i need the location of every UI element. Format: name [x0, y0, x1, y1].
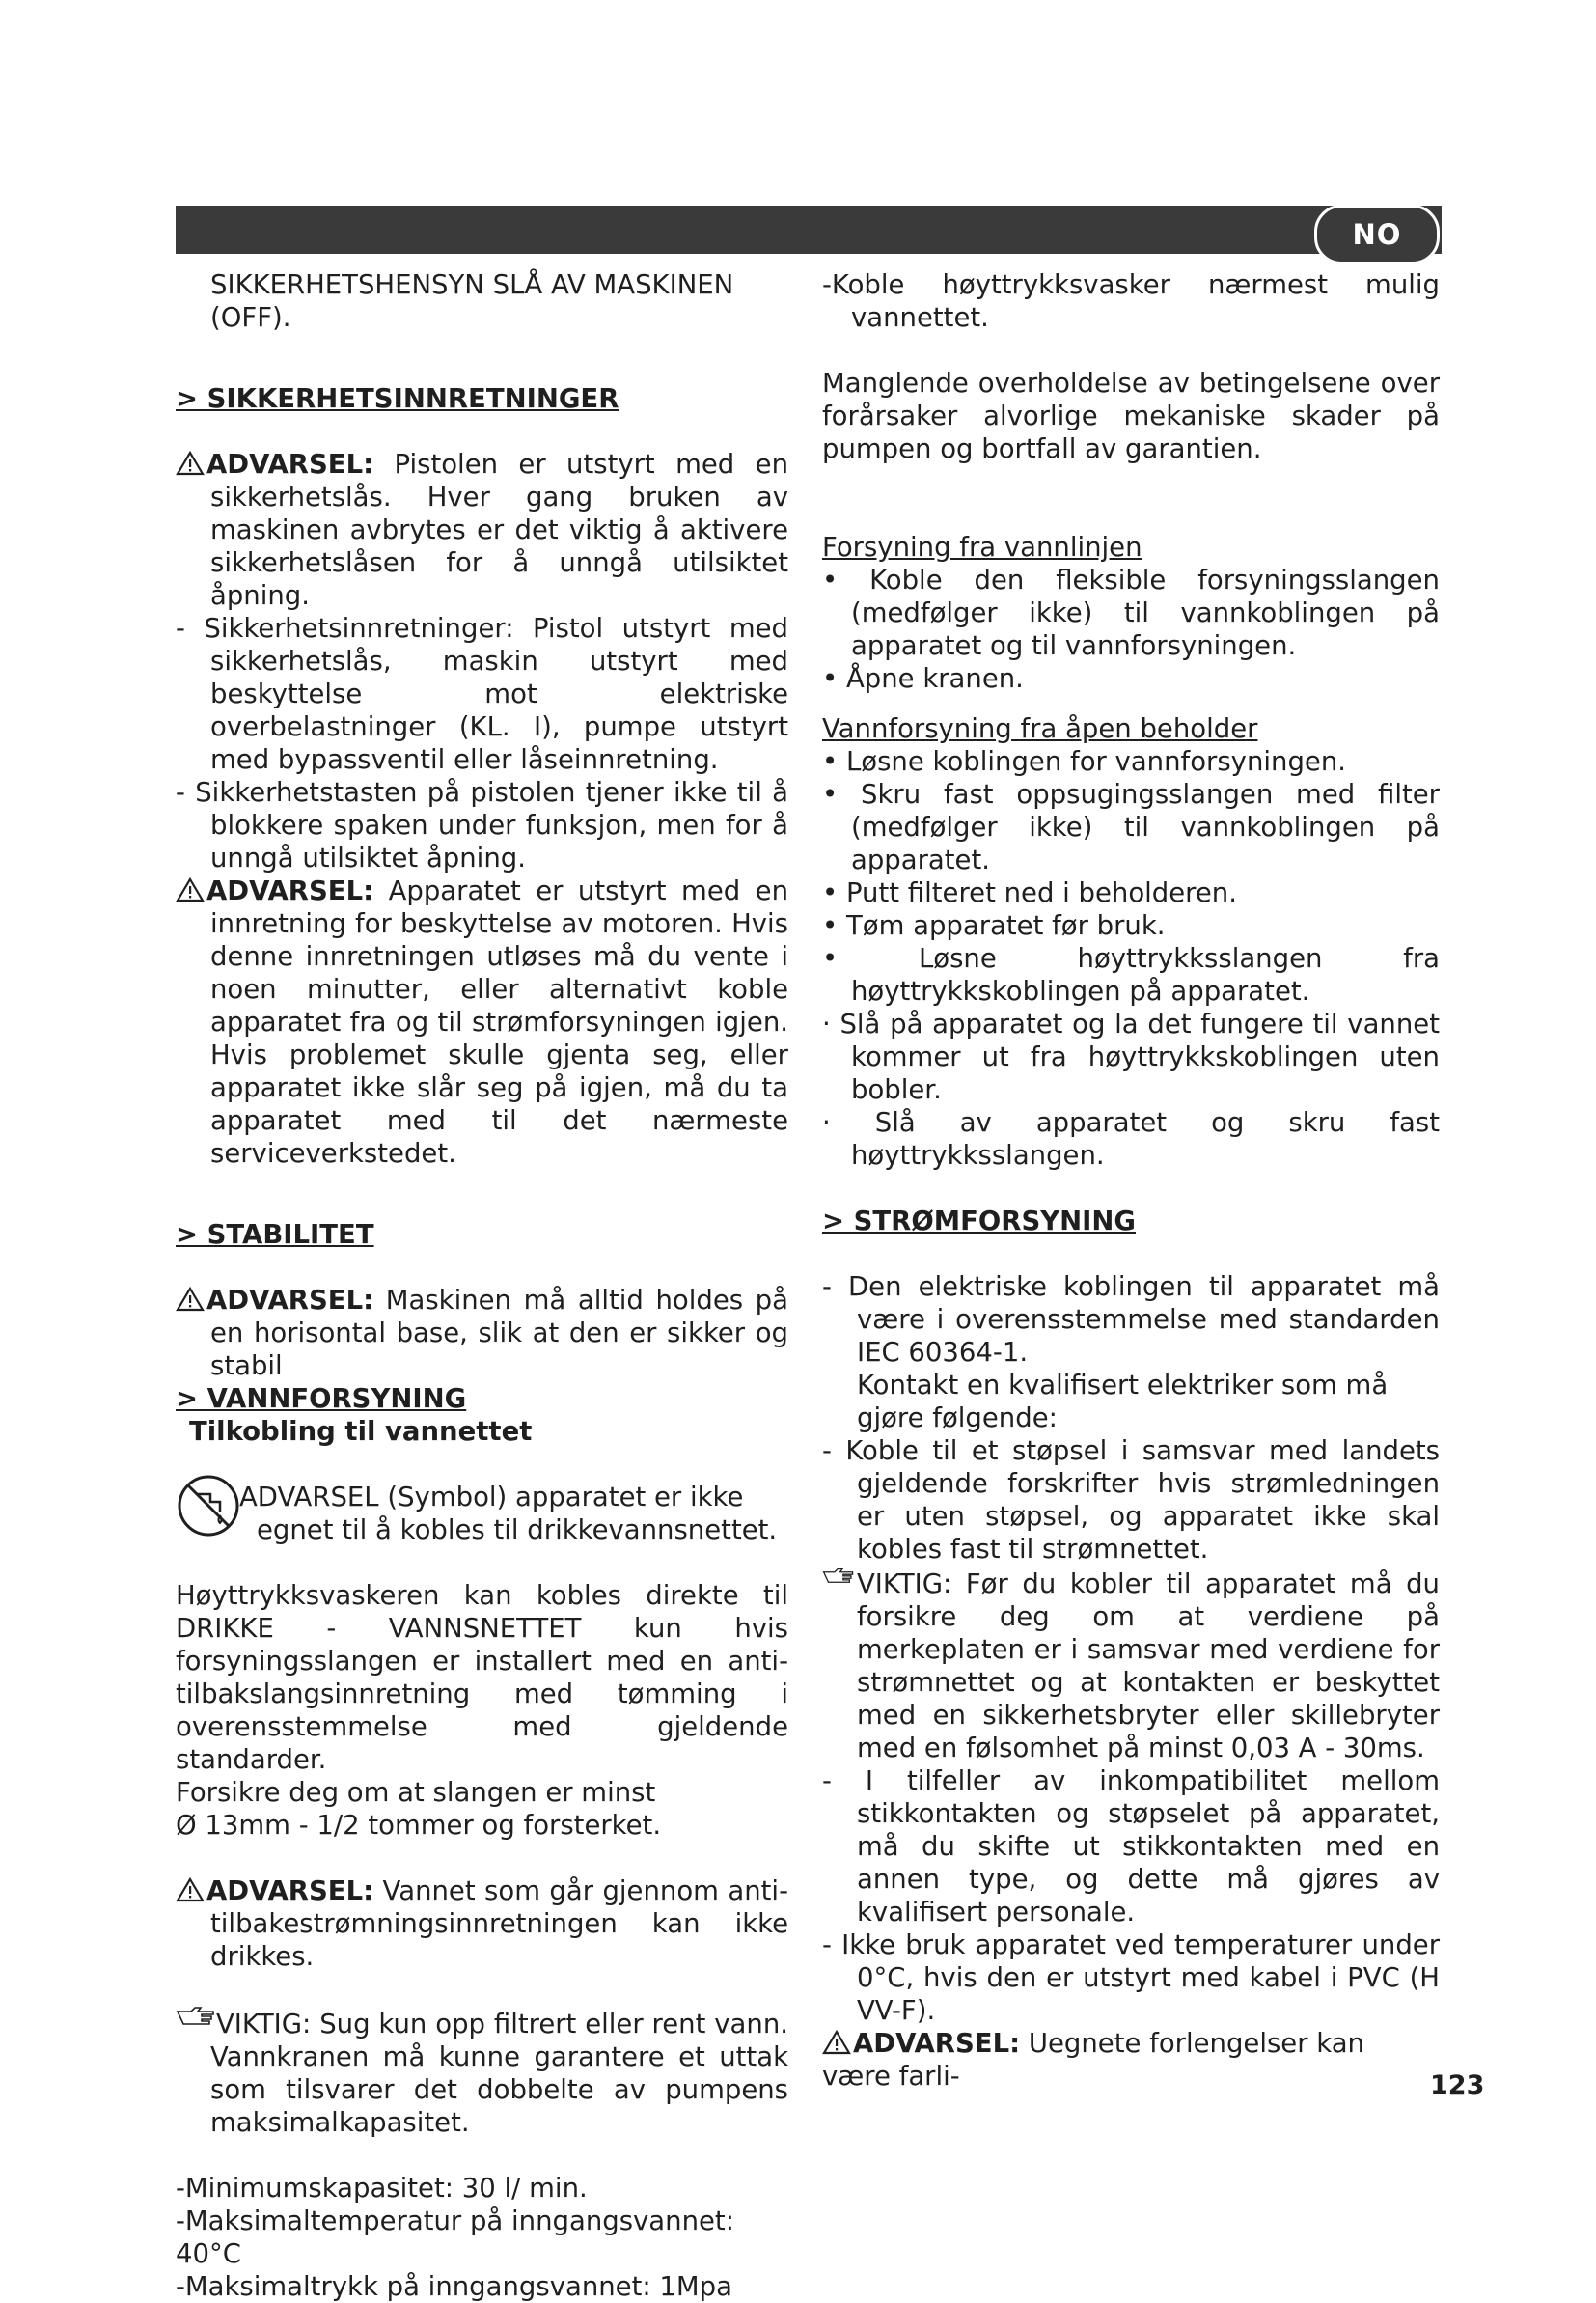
pointing-hand-icon [176, 2006, 216, 2025]
safety-off-line: SIKKERHETSHENSYN SLÅ AV MASKINEN (OFF). [210, 269, 734, 333]
connect-close-to-network: -Koble høyttrykksvasker nærmest mulig vannettet. [822, 269, 1440, 333]
warning-triangle-icon [822, 2030, 851, 2055]
warning-triangle-icon [176, 877, 205, 902]
important-rating-plate [822, 1566, 1440, 1764]
spec-max-pressure: -Maksimaltrykk på inngangsvannet: 1Mpa [176, 2271, 732, 2302]
contact-electrician: Kontakt en kvalifisert elektriker som må gjøre følgende: [857, 1370, 1389, 1433]
warning-backflow [176, 1874, 788, 1973]
warning-label: ADVARSEL: [206, 1875, 374, 1906]
spec-max-temperature: -Maksimaltemperatur på inngangsvannet: 40°C [176, 2206, 734, 2269]
bullet-put-filter: • Putt filteret ned i beholderen. [822, 877, 1237, 908]
dash-safety-devices: - Sikkerhetsinnretninger: Pistol utstyrt med sikkerhetslås, maskin utstyrt med beskyttelse mot elektriske overbelastninger (KL. I), pumpe utstyrt med bypassventil eller låseinnretning. [176, 613, 788, 775]
bullet-screw-suction-hose: • Skru fast oppsugingsslangen med filter (medfølger ikke) til vannkoblingen på apparatet. [822, 779, 1440, 875]
bullet-open-tap: • Åpne kranen. [822, 663, 1024, 694]
bullet-switch-off: · Slå av apparatet og skru fast høyttrykksslangen. [822, 1107, 1440, 1171]
important-filtered-water [176, 2006, 788, 2139]
drinking-water-connection-text: Høyttrykksvaskeren kan kobles direkte til DRIKKE - VANNSNETTET kun hvis forsyningsslangen er installert med en anti-tilbakslangsinnretning med tømming i overensstemmelse med gjeldende standarder. [176, 1580, 788, 1775]
warning-text: Apparatet er utstyrt med en innretning for beskyttelse av motoren. Hvis denne innretningen utløses må du vente i noen minutter, eller alternativt koble apparatet fra og til strømforsyningen igjen. Hvis problemet skulle gjenta seg, eller apparatet ikke slår seg på igjen, må du ta apparatet med til det nærmeste serviceverkstedet. [210, 875, 788, 1169]
warning-text: Vannet som går gjennom anti-tilbakestrømningsinnretningen kan ikke drikkes. [210, 1875, 788, 1972]
no-drinking-water-icon [176, 1473, 241, 1539]
dash-electrical-standard: - Den elektriske koblingen til apparatet må være i overensstemmelse med standarden IEC 60364-1. [822, 1271, 1440, 1368]
heading-water-supply: > VANNFORSYNING [176, 1383, 467, 1414]
heading-power-supply: > STRØMFORSYNING [822, 1206, 1136, 1236]
hose-text-1: Forsikre deg om at slangen er minst [176, 1777, 656, 1808]
important-text: VIKTIG: Sug kun opp filtrert eller rent vann. Vannkranen må kunne garantere et uttak som tilsvarer det dobbelte av pumpens maksimalkapasitet. [210, 2009, 788, 2138]
header-bar [176, 206, 1442, 254]
dash-safety-key: - Sikkerhetstasten på pistolen tjener ikke til å blokkere spaken under funksjon, men for å unngå utilsiktet åpning. [176, 777, 788, 874]
warning-text: Maskinen må alltid holdes på en horisontal base, slik at den er sikker og stabil [210, 1285, 788, 1381]
warning-text: Uegnete forlengelser kan være farli- [822, 2028, 1364, 2092]
warning-triangle-icon [176, 1877, 205, 1902]
warning-stability [176, 1284, 788, 1382]
warning-label: ADVARSEL: [853, 2028, 1021, 2059]
dash-temperature: - Ikke bruk apparatet ved temperaturer under 0°C, hvis den er utstyrt med kabel i PVC (H VV-F). [822, 1929, 1440, 2026]
no-drinking-water-text: ADVARSEL (Symbol) apparatet er ikke egnet til å kobles til drikkevannsnettet. [239, 1482, 778, 1545]
dash-plug-regulations: - Koble til et støpsel i samsvar med landets gjeldende forskrifter hvis strømledningen er uten støpsel, og apparatet ikke skal kobles fast til strømnettet. [822, 1435, 1440, 1565]
dash-incompatibility: - I tilfeller av inkompatibilitet mellom stikkontakten og støpselet på apparatet, må du skifte ut stikkontakten med en annen type, og dette må gjøres av kvalifisert personale. [822, 1765, 1440, 1928]
warning-triangle-icon [176, 1287, 205, 1312]
warning-label: ADVARSEL: [206, 1285, 374, 1316]
spec-min-capacity: -Minimumskapasitet: 30 l/ min. [176, 2173, 588, 2204]
warning-label: ADVARSEL: [206, 449, 374, 480]
page-number: 123 [1430, 2070, 1485, 2100]
right-column [822, 268, 1440, 2093]
warning-pistol [176, 448, 788, 612]
non-compliance-text: Manglende overholdelse av betingelsene over forårsaker alvorlige mekaniske skader på pumpen og bortfall av garantien. [822, 368, 1440, 464]
warning-text: Pistolen er utstyrt med en sikkerhetslås. Hver gang bruken av maskinen avbrytes er det viktig å aktivere sikkerhetslåsen for å unngå utilsiktet åpning. [210, 449, 788, 611]
bullet-empty-machine: • Tøm apparatet før bruk. [822, 910, 1166, 941]
bullet-switch-on: · Slå på apparatet og la det fungere til vannet kommer ut fra høyttrykkskoblingen uten bobler. [822, 1009, 1440, 1105]
heading-stability: > STABILITET [176, 1219, 374, 1250]
warning-label: ADVARSEL: [206, 875, 374, 906]
warning-triangle-icon [176, 451, 205, 476]
subheading-water-line: Forsyning fra vannlinjen [822, 532, 1142, 563]
subheading-water-connection: Tilkobling til vannettet [189, 1416, 533, 1447]
warning-extensions [822, 2027, 1440, 2093]
subheading-open-container: Vannforsyning fra åpen beholder [822, 713, 1258, 744]
language-badge: NO [1314, 205, 1440, 264]
important-text: VIKTIG: Før du kobler til apparatet må du forsikre deg om at verdiene på merkeplaten er i samsvar med verdiene for strømnettet og at kontakten er beskyttet med en sikkerhetsbryter eller skillebryter med en følsomhet på minst 0,03 A - 30ms. [857, 1568, 1440, 1763]
bullet-loosen-hp-hose: • Løsne høyttrykksslangen fra høyttrykkskoblingen på apparatet. [822, 943, 1440, 1007]
warning-motor [176, 874, 788, 1170]
bullet-connect-hose: • Koble den fleksible forsyningsslangen (medfølger ikke) til vannkoblingen på apparatet og til vannforsyningen. [822, 565, 1440, 661]
hose-text-2: Ø 13mm - 1/2 tommer og forsterket. [176, 1810, 662, 1841]
pointing-hand-icon [822, 1566, 855, 1585]
heading-safety-devices: > SIKKERHETSINNRETNINGER [176, 383, 619, 414]
bullet-loosen-coupling: • Løsne koblingen for vannforsyningen. [822, 746, 1347, 777]
left-column [176, 268, 788, 2303]
no-drinking-water-notice [176, 1481, 788, 1546]
